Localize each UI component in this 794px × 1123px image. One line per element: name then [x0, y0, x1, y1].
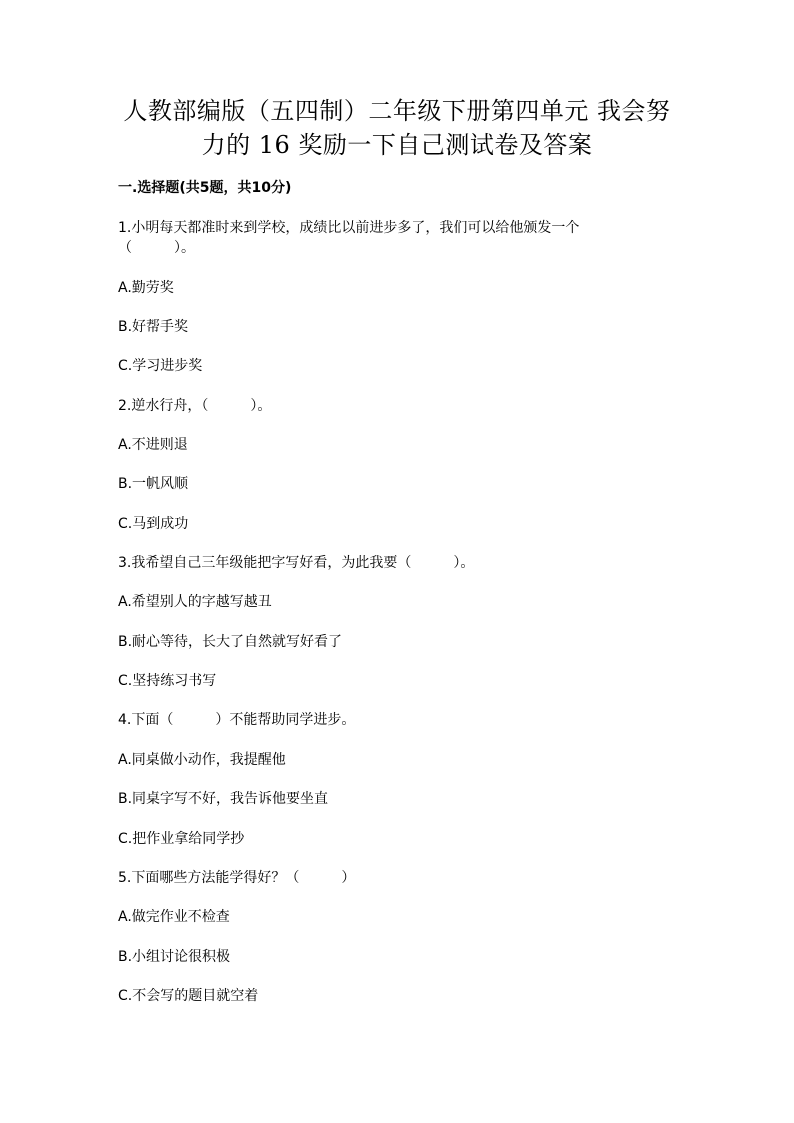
- question-5-option-c: C.不会写的题目就空着: [118, 988, 259, 1004]
- question-1-stem-line-1: 1.小明每天都准时来到学校，成绩比以前进步多了，我们可以给他颁发一个: [118, 220, 580, 236]
- question-1-stem-line-2: （ ）。: [118, 240, 195, 256]
- question-2-option-a: A.不进则退: [118, 437, 188, 453]
- question-5-option-b: B.小组讨论很积极: [118, 949, 231, 965]
- question-4-option-a: A.同桌做小动作，我提醒他: [118, 752, 286, 768]
- question-4-option-b: B.同桌字写不好，我告诉他要坐直: [118, 791, 329, 807]
- question-2-option-b: B.一帆风顺: [118, 476, 189, 492]
- question-3-stem: 3.我希望自己三年级能把字写好看，为此我要（ ）。: [118, 555, 475, 571]
- section-heading: 一.选择题(共5题，共10分): [118, 180, 292, 196]
- title-line-2: 力的 16 奖励一下自己测试卷及答案: [201, 131, 593, 159]
- question-2-option-c: C.马到成功: [118, 516, 189, 532]
- question-3-option-c: C.坚持练习书写: [118, 673, 217, 689]
- question-5-stem: 5.下面哪些方法能学得好？（ ）: [118, 870, 356, 886]
- question-1-option-b: B.好帮手奖: [118, 319, 189, 335]
- question-3-option-b: B.耐心等待，长大了自然就写好看了: [118, 634, 343, 650]
- question-4-option-c: C.把作业拿给同学抄: [118, 831, 245, 847]
- question-5-option-a: A.做完作业不检查: [118, 909, 230, 925]
- title-line-1: 人教部编版（五四制）二年级下册第四单元 我会努: [123, 97, 671, 125]
- question-2-stem: 2.逆水行舟，（ ）。: [118, 398, 272, 414]
- question-1-option-a: A.勤劳奖: [118, 280, 174, 296]
- question-4-stem: 4.下面（ ）不能帮助同学进步。: [118, 712, 356, 728]
- question-3-option-a: A.希望别人的字越写越丑: [118, 594, 272, 610]
- question-1-stem: [118, 218, 579, 258]
- document-title: [100, 94, 694, 162]
- question-1-option-c: C.学习进步奖: [118, 358, 203, 374]
